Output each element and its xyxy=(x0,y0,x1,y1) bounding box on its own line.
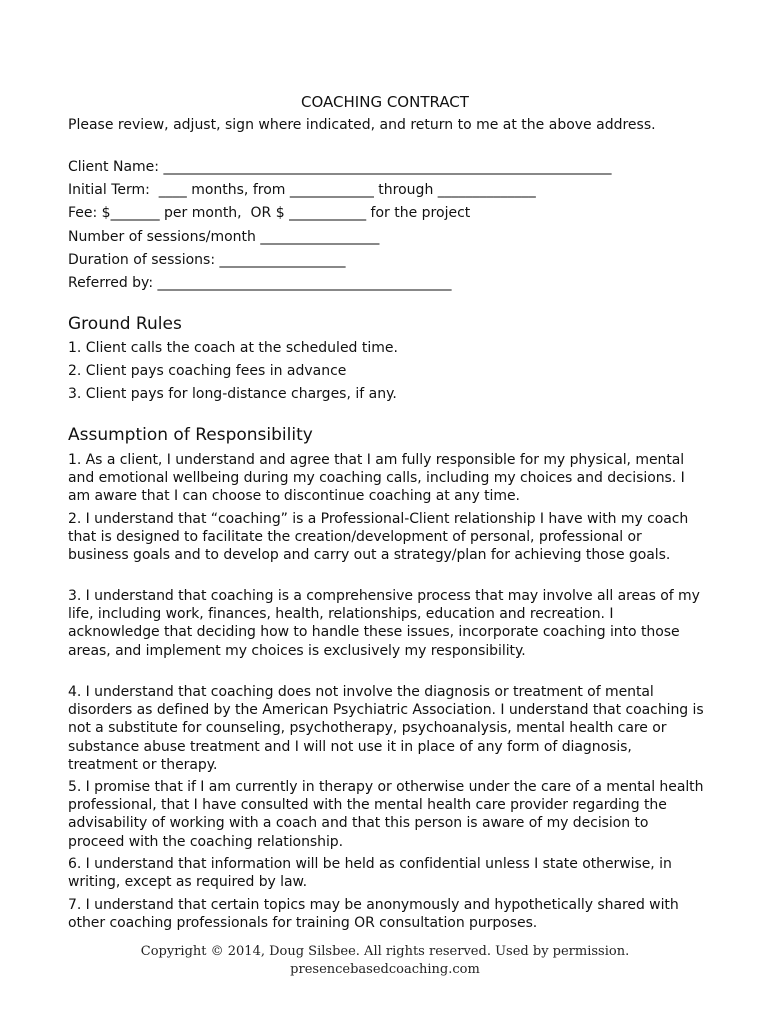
ground-rule-item: 2. Client pays coaching fees in advance xyxy=(68,363,347,379)
ground-rules-heading: Ground Rules xyxy=(68,314,182,334)
footer xyxy=(0,943,770,979)
responsibility-item: 6. I understand that information will be held as confidential unless I state otherwise, in writing, except as required by law. xyxy=(68,856,672,891)
ground-rule-item: 1. Client calls the coach at the scheduled time. xyxy=(68,340,398,356)
responsibility-item: 4. I understand that coaching does not involve the diagnosis or treatment of mental disorders as defined by the American Psychiatric Association. I understand that coaching is not a substitute for counseling, psychotherapy, psychoanalysis, mental health care or substance abuse treatment and I will not use it in place of any form of diagnosis, treatment or therapy. xyxy=(68,684,704,773)
document-title: COACHING CONTRACT xyxy=(301,93,469,111)
referred-by-field: Referred by: __________________________________________ xyxy=(68,275,452,291)
responsibility-item: 1. As a client, I understand and agree that I am fully responsible for my physical, mental and emotional wellbeing during my coaching calls, including my choices and decisions. I am aware that I can choose to discontinue coaching at any time. xyxy=(68,452,685,505)
responsibility-item: 7. I understand that certain topics may be anonymously and hypothetically shared with other coaching professionals for training OR consultation purposes. xyxy=(68,897,679,932)
session-duration-field: Duration of sessions: __________________ xyxy=(68,252,346,268)
fee-field: Fee: $_______ per month, OR $ ___________ for the project xyxy=(68,205,471,221)
responsibility-item: 2. I understand that “coaching” is a Professional-Client relationship I have with my coach that is designed to facilitate the creation/development of personal, professional or business goals and to develop and carry out a strategy/plan for achieving those goals. xyxy=(68,511,689,564)
responsibility-heading: Assumption of Responsibility xyxy=(68,425,313,445)
initial-term-field: Initial Term: ____ months, from ____________ through ______________ xyxy=(68,182,536,198)
ground-rule-item: 3. Client pays for long-distance charges, if any. xyxy=(68,386,397,402)
website-link: presencebasedcoaching.com xyxy=(290,962,480,977)
responsibility-item: 3. I understand that coaching is a comprehensive process that may involve all areas of my life, including work, finances, health, relationships, education and recreation. I acknowledge that deciding how to handle these issues, incorporate coaching into those areas, and implement my choices is exclusively my responsibility. xyxy=(68,588,700,659)
intro-text: Please review, adjust, sign where indicated, and return to me at the above address. xyxy=(68,117,656,133)
sessions-per-month-field: Number of sessions/month _________________ xyxy=(68,229,380,245)
client-name-field: Client Name: ________________________________________________________________ xyxy=(68,159,612,175)
responsibility-item: 5. I promise that if I am currently in therapy or otherwise under the care of a mental health professional, that I have consulted with the mental health care provider regarding the advisability of working with a coach and that this person is aware of my decision to proceed with the coaching relationship. xyxy=(68,779,704,850)
copyright-notice: Copyright © 2014, Doug Silsbee. All rights reserved. Used by permission. xyxy=(140,944,630,959)
